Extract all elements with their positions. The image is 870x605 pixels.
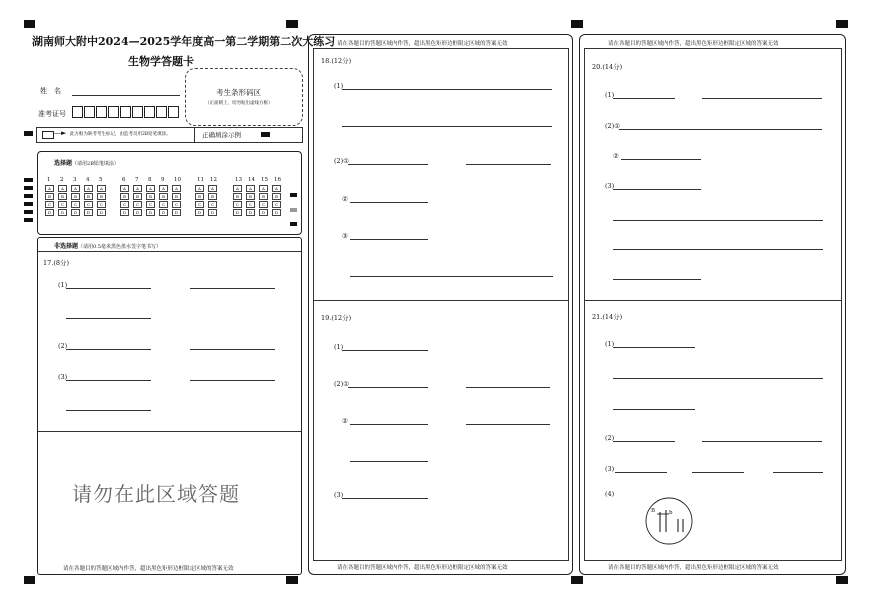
question-number: 16 [274,177,281,183]
question-number: 3 [73,177,77,183]
q17-part2-label: (2) [58,342,68,350]
answer-bubble-10-d[interactable]: D [172,209,181,216]
divider [194,128,195,142]
answer-bubble-7-c[interactable]: C [133,201,142,208]
timing-mark [24,194,33,198]
answer-line[interactable] [619,129,822,130]
answer-bubble-11-a[interactable]: A [195,185,204,192]
answer-line[interactable] [350,424,428,425]
answer-bubble-16-a[interactable]: A [272,185,281,192]
corner-mark [24,20,35,28]
answer-line[interactable] [342,126,552,127]
question-number: 2 [60,177,64,183]
answer-line[interactable] [66,288,151,289]
q21-title: 21.(14分) [592,313,623,321]
timing-mark [24,210,33,214]
answer-bubble-14-c[interactable]: C [246,201,255,208]
answer-bubble-1-a[interactable]: A [45,185,54,192]
answer-line[interactable] [348,387,428,388]
answer-bubble-10-c[interactable]: C [172,201,181,208]
answer-bubble-13-d[interactable]: D [233,209,242,216]
q21-part4-label: (4) [605,490,615,498]
answer-line[interactable] [702,98,822,99]
exam-title: 湖南师大附中2024—2025学年度高一第二学期第二次大练习 [32,35,336,48]
answer-bubble-4-b[interactable]: B [84,193,93,200]
answer-line[interactable] [466,387,550,388]
mcq-grid [38,152,301,234]
q20-part2-label: (2)① [605,122,621,130]
timing-mark [24,178,33,182]
q19-part2-label: (2)① [334,380,350,388]
answer-line[interactable] [613,441,675,442]
question-number: 5 [99,177,103,183]
answer-bubble-14-a[interactable]: A [246,185,255,192]
q18-title: 18.(12分) [321,57,352,65]
answer-line[interactable] [350,276,553,277]
answer-bubble-1-c[interactable]: C [45,201,54,208]
timing-mark [24,218,33,222]
answer-bubble-13-a[interactable]: A [233,185,242,192]
timing-mark [24,186,33,190]
q21-part2-label: (2) [605,434,615,442]
answer-bubble-6-c[interactable]: C [120,201,129,208]
answer-bubble-3-b[interactable]: B [71,193,80,200]
barcode-note: （正面朝上，切勿贴出虚线方框） [205,101,273,106]
answer-bubble-2-b[interactable]: B [58,193,67,200]
inner-frame [584,48,842,561]
answer-line[interactable] [615,472,667,473]
question-number: 13 [235,177,242,183]
answer-line[interactable] [613,409,695,410]
gene-label-b: b [669,510,673,516]
answer-line[interactable] [190,349,275,350]
answer-bubble-7-b[interactable]: B [133,193,142,200]
answer-bubble-1-b[interactable]: B [45,193,54,200]
absent-checkbox[interactable] [42,131,54,139]
question-number: 11 [197,177,204,183]
divider [38,431,301,432]
answer-bubble-11-d[interactable]: D [195,209,204,216]
answer-bubble-12-c[interactable]: C [208,201,217,208]
answer-line[interactable] [692,472,744,473]
barcode-area [185,68,303,126]
answer-bubble-10-b[interactable]: B [172,193,181,200]
answer-bubble-12-a[interactable]: A [208,185,217,192]
corner-mark [286,20,298,28]
answer-bubble-9-d[interactable]: D [159,209,168,216]
question-number: 9 [161,177,165,183]
q18-part2-label: (2)① [334,157,350,165]
q20-part1-label: (1) [605,91,615,99]
q18-part2b-label: ② [342,195,348,203]
answer-line[interactable] [613,347,695,348]
answer-line[interactable] [342,498,428,499]
answer-bubble-2-c[interactable]: C [58,201,67,208]
answer-bubble-6-b[interactable]: B [120,193,129,200]
answer-bubble-8-d[interactable]: D [146,209,155,216]
answer-bubble-6-a[interactable]: A [120,185,129,192]
absent-note: 此方框为缺考考生标记，由监考员用2B铅笔填涂。 [70,132,171,137]
answer-bubble-14-d[interactable]: D [246,209,255,216]
answer-bubble-12-d[interactable]: D [208,209,217,216]
exam-id-box[interactable] [96,106,107,118]
answer-line[interactable] [66,380,151,381]
answer-line[interactable] [466,164,551,165]
boundary-note: 请在各题目的答题区域内作答，超出黑色矩形边框限定区域的答案无效 [337,41,508,47]
barcode-title: 考生条形码区 [216,88,261,97]
answer-bubble-16-b[interactable]: B [272,193,281,200]
answer-line[interactable] [613,220,823,221]
answer-bubble-5-b[interactable]: B [97,193,106,200]
answer-bubble-5-d[interactable]: D [97,209,106,216]
answer-line[interactable] [613,279,701,280]
answer-bubble-15-b[interactable]: B [259,193,268,200]
divider [38,251,301,252]
answer-bubble-11-b[interactable]: B [195,193,204,200]
name-field[interactable] [72,95,180,96]
question-number: 10 [174,177,181,183]
answer-bubble-5-c[interactable]: C [97,201,106,208]
chromosome-figure [644,495,694,547]
answer-bubble-13-b[interactable]: B [233,193,242,200]
answer-line[interactable] [350,239,428,240]
answer-bubble-8-c[interactable]: C [146,201,155,208]
corner-mark [24,576,35,584]
q20-part2b-label: ② [613,152,619,160]
no-answer-zone: 请勿在此区域答题 [72,482,240,506]
answer-bubble-7-a[interactable]: A [133,185,142,192]
objective-title: 选择题（请用2B铅笔填涂） [54,160,119,167]
q20-title: 20.(14分) [592,63,623,71]
arrow-icon: —► [54,129,67,137]
answer-bubble-8-b[interactable]: B [146,193,155,200]
corner-mark [836,20,848,28]
corner-mark [571,20,583,28]
question-number: 15 [261,177,268,183]
question-number: 12 [210,177,217,183]
boundary-note: 请在各题目的答题区域内作答，超出黑色矩形边框限定区域的答案无效 [608,565,779,571]
answer-line[interactable] [342,89,552,90]
exam-id-label: 准考证号 [38,110,66,118]
answer-bubble-16-c[interactable]: C [272,201,281,208]
question-number: 1 [47,177,51,183]
name-label: 姓 名 [40,87,61,95]
subjective-title: 非选择题（请用0.5毫米黑色墨水签字笔书写） [54,243,161,250]
answer-bubble-1-d[interactable]: D [45,209,54,216]
corner-mark [836,576,848,584]
answer-bubble-11-c[interactable]: C [195,201,204,208]
answer-bubble-9-a[interactable]: A [159,185,168,192]
timing-mark [24,202,33,206]
exam-id-box[interactable] [156,106,167,118]
sheet-subtitle: 生物学答题卡 [128,55,194,68]
answer-column-3 [579,34,846,575]
corner-mark [286,576,298,584]
cell-diagram-icon [644,495,694,547]
question-number: 4 [86,177,90,183]
inner-frame [313,48,569,561]
answer-line[interactable] [613,378,823,379]
answer-line[interactable] [190,380,275,381]
question-number: 7 [135,177,139,183]
objective-section [37,151,302,235]
answer-bubble-2-a[interactable]: A [58,185,67,192]
answer-bubble-10-a[interactable]: A [172,185,181,192]
answer-bubble-3-c[interactable]: C [71,201,80,208]
subjective-section [37,237,302,575]
divider [314,300,568,301]
answer-line[interactable] [466,424,550,425]
answer-bubble-2-d[interactable]: D [58,209,67,216]
answer-bubble-14-b[interactable]: B [246,193,255,200]
answer-bubble-3-a[interactable]: A [71,185,80,192]
q17-part3-label: (3) [58,373,68,381]
q17-title: 17.(8分) [43,259,70,267]
exam-id-box[interactable] [168,106,179,118]
answer-bubble-15-c[interactable]: C [259,201,268,208]
answer-bubble-4-d[interactable]: D [84,209,93,216]
answer-line[interactable] [613,249,823,250]
answer-bubble-3-d[interactable]: D [71,209,80,216]
exam-id-box[interactable] [120,106,131,118]
timing-mark [24,131,33,136]
answer-bubble-4-c[interactable]: C [84,201,93,208]
filled-bubble-icon [261,132,270,137]
absent-row [36,127,303,143]
question-number: 8 [148,177,152,183]
q21-part1-label: (1) [605,340,615,348]
answer-line[interactable] [342,350,428,351]
question-number: 6 [122,177,126,183]
exam-id-box[interactable] [72,106,83,118]
gene-label-B: B [651,508,656,514]
answer-bubble-15-d[interactable]: D [259,209,268,216]
answer-bubble-9-b[interactable]: B [159,193,168,200]
divider [585,300,841,301]
q18-part2c-label: ③ [342,232,348,240]
q18-part1-label: (1) [334,82,344,90]
question-number: 14 [248,177,255,183]
q19-part3-label: (3) [334,491,344,499]
q19-title: 19.(12分) [321,314,352,322]
answer-line[interactable] [190,288,275,289]
answer-line[interactable] [613,98,675,99]
answer-bubble-8-a[interactable]: A [146,185,155,192]
answer-bubble-6-d[interactable]: D [120,209,129,216]
boundary-note: 请在各题目的答题区域内作答，超出黑色矩形边框限定区域的答案无效 [63,566,234,572]
answer-bubble-15-a[interactable]: A [259,185,268,192]
exam-id-boxes[interactable] [72,106,192,120]
answer-column-2 [308,34,573,575]
answer-line[interactable] [66,410,151,411]
answer-bubble-5-a[interactable]: A [97,185,106,192]
exam-id-box[interactable] [108,106,119,118]
answer-bubble-7-d[interactable]: D [133,209,142,216]
boundary-note: 请在各题目的答题区域内作答，超出黑色矩形边框限定区域的答案无效 [608,41,779,47]
q21-part3-label: (3) [605,465,615,473]
fill-example-label: 正确填涂示例 [202,131,241,139]
answer-line[interactable] [66,349,151,350]
answer-line[interactable] [350,461,428,462]
q17-part1-label: (1) [58,281,68,289]
answer-line[interactable] [773,472,823,473]
answer-line[interactable] [66,318,151,319]
answer-bubble-4-a[interactable]: A [84,185,93,192]
q19-part2b-label: ② [342,417,348,425]
answer-line[interactable] [348,164,428,165]
answer-line[interactable] [621,159,701,160]
q20-part3-label: (3) [605,182,615,190]
answer-bubble-16-d[interactable]: D [272,209,281,216]
corner-mark [571,576,583,584]
answer-line[interactable] [702,441,822,442]
answer-bubble-13-c[interactable]: C [233,201,242,208]
q19-part1-label: (1) [334,343,344,351]
answer-line[interactable] [613,189,701,190]
exam-id-box[interactable] [132,106,143,118]
answer-bubble-9-c[interactable]: C [159,201,168,208]
exam-id-box[interactable] [144,106,155,118]
exam-id-box[interactable] [84,106,95,118]
answer-bubble-12-b[interactable]: B [208,193,217,200]
boundary-note: 请在各题目的答题区域内作答，超出黑色矩形边框限定区域的答案无效 [337,565,508,571]
answer-line[interactable] [350,202,428,203]
